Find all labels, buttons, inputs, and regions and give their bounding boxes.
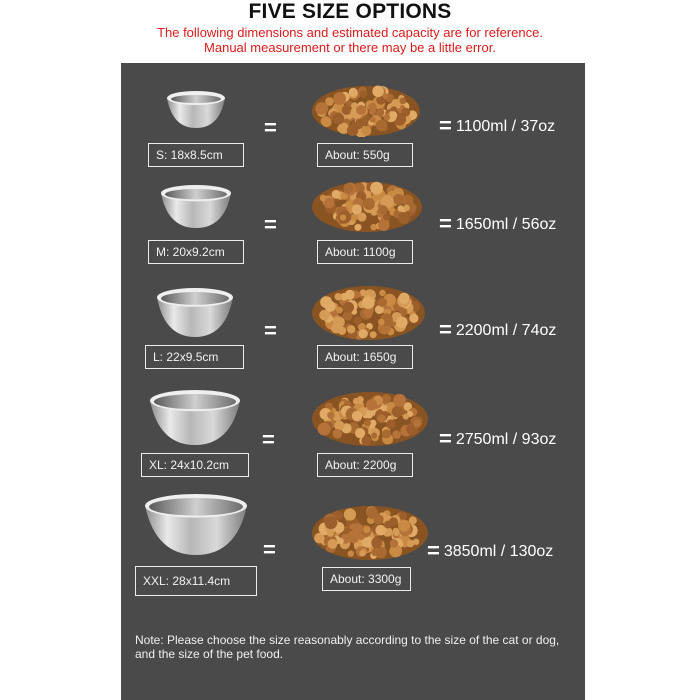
equals-sign: = <box>264 212 277 237</box>
food-image-xl <box>311 391 429 452</box>
equals-sign: = <box>427 538 440 563</box>
sizing-note: Note: Please choose the size reasonably according to the size of the cat or dog, and the size of the pet food. <box>135 633 560 661</box>
page-title: FIVE SIZE OPTIONS <box>248 0 452 23</box>
capacity-value-s: 1100ml / 37oz <box>455 118 556 135</box>
food-weight-label-l: About: 1650g <box>317 345 413 369</box>
capacity-xl <box>439 426 556 452</box>
size-label-s: S: 18x8.5cm <box>148 143 244 167</box>
equals-sign: = <box>262 427 275 452</box>
bowl-image-m <box>159 184 233 230</box>
food-weight-label-m: About: 1100g <box>317 240 413 264</box>
size-row-xxl <box>121 493 585 593</box>
disclaimer-text <box>0 25 700 55</box>
disclaimer-line-1: The following dimensions and estimated capacity are for reference. <box>157 25 543 40</box>
size-label-xxl: XXL: 28x11.4cm <box>135 566 257 596</box>
size-row-s <box>121 85 585 185</box>
capacity-m <box>439 211 556 237</box>
size-label-l: L: 22x9.5cm <box>145 345 244 369</box>
capacity-value-l: 2200ml / 74oz <box>455 322 557 339</box>
capacity-value-xxl: 3850ml / 130oz <box>443 543 554 560</box>
equals-sign: = <box>439 211 452 236</box>
disclaimer-line-2: Manual measurement or there may be a little error. <box>204 40 496 55</box>
equals-sign: = <box>264 115 277 140</box>
food-weight-label-xl: About: 2200g <box>317 453 413 477</box>
bowl-image-s <box>165 90 227 130</box>
food-image-xxl <box>311 505 429 566</box>
equals-sign: = <box>264 318 277 343</box>
capacity-xxl <box>427 538 553 564</box>
capacity-value-xl: 2750ml / 93oz <box>455 431 557 448</box>
size-row-xl <box>121 387 585 487</box>
food-image-l <box>311 285 426 346</box>
bowl-image-l <box>155 287 235 339</box>
capacity-value-m: 1650ml / 56oz <box>455 216 557 233</box>
food-image-m <box>311 181 423 238</box>
equals-sign: = <box>439 113 452 138</box>
food-weight-label-xxl: About: 3300g <box>322 567 411 591</box>
food-image-s <box>311 85 421 142</box>
size-chart-panel <box>121 63 585 700</box>
equals-sign: = <box>439 426 452 451</box>
size-label-m: M: 20x9.2cm <box>148 240 244 264</box>
size-row-l <box>121 285 585 385</box>
food-weight-label-s: About: 550g <box>317 143 413 167</box>
size-row-m <box>121 181 585 281</box>
bowl-image-xl <box>148 389 242 447</box>
equals-sign: = <box>263 537 276 562</box>
capacity-s <box>439 113 555 139</box>
bowl-image-xxl <box>143 493 249 557</box>
equals-sign: = <box>439 317 452 342</box>
size-label-xl: XL: 24x10.2cm <box>141 453 249 477</box>
capacity-l <box>439 317 556 343</box>
